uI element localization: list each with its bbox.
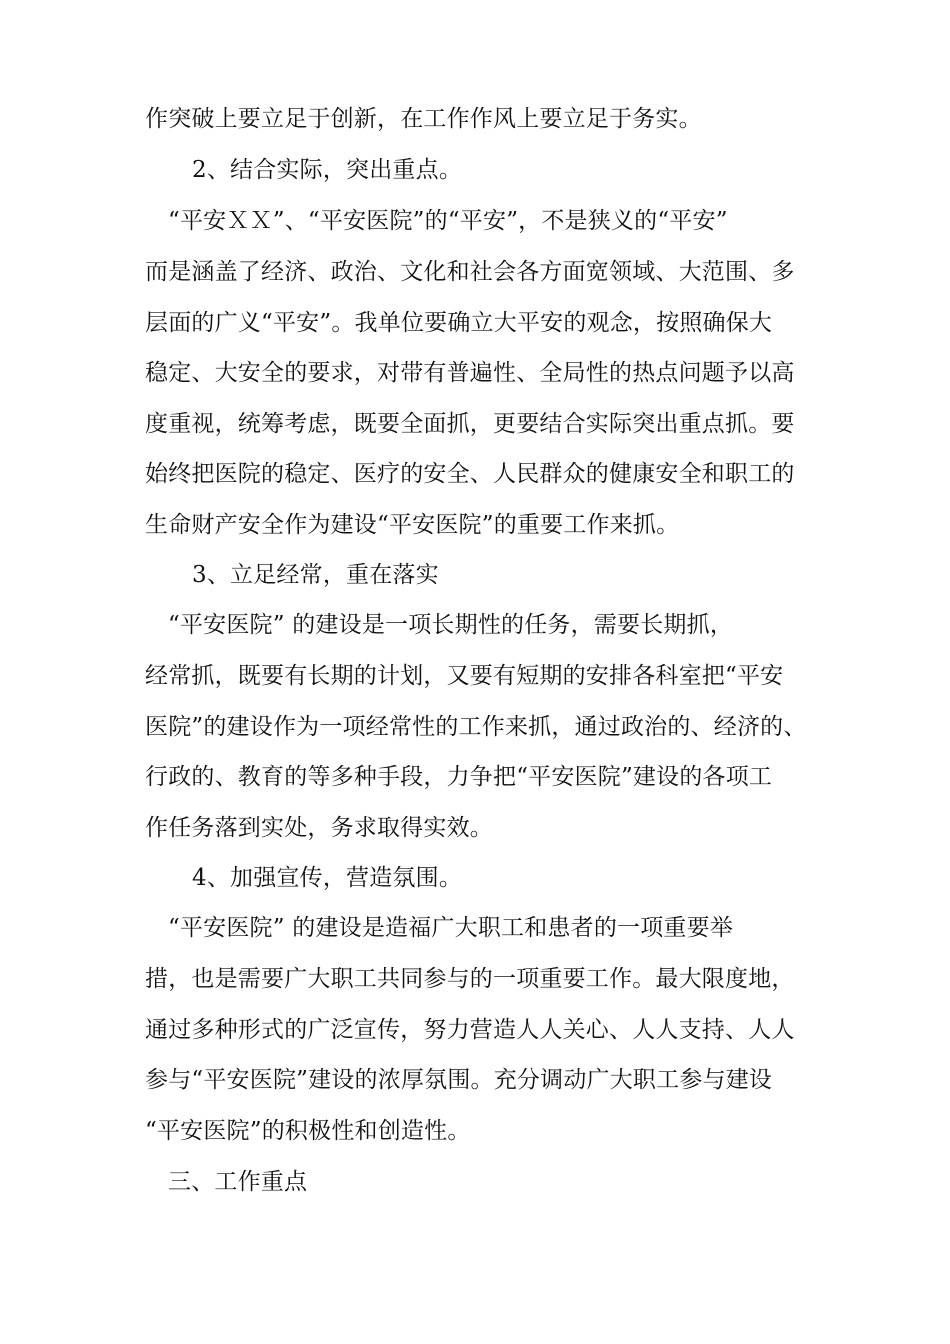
body-text-line: 措，也是需要广大职工共同参与的一项重要工作。最大限度地， <box>145 966 795 992</box>
body-text-line: 生命财产安全作为建设“平安医院”的重要工作来抓。 <box>145 512 680 538</box>
section-heading: 4、加强宣传，营造氛围。 <box>192 865 463 891</box>
body-text-line: 经常抓，既要有长期的计划，又要有短期的安排各科室把“平安 <box>145 663 784 689</box>
body-text-line: 作突破上要立足于创新，在工作作风上要立足于务实。 <box>145 106 702 132</box>
body-text-line: 而是涵盖了经济、政治、文化和社会各方面宽领域、大范围、多 <box>145 259 795 285</box>
section-heading: 2、结合实际，突出重点。 <box>192 157 463 183</box>
body-text-line: 度重视，统筹考虑，既要全面抓，更要结合实际突出重点抓。要 <box>145 411 795 437</box>
body-text-line: 层面的广义“平安”。我单位要确立大平安的观念，按照确保大 <box>145 310 773 336</box>
body-text-line: 作任务落到实处，务求取得实效。 <box>145 815 493 841</box>
paragraph-first-line: “平安ＸＸ”、“平安医院”的“平安”，不是狭义的“平安” <box>168 208 728 234</box>
paragraph-first-line: “平安医院” 的建设是造福广大职工和患者的一项重要举 <box>168 915 734 941</box>
body-text-line: 行政的、教育的等多种手段，力争把“平安医院”建设的各项工 <box>145 764 773 790</box>
body-text-line: 通过多种形式的广泛宣传，努力营造人人关心、人人支持、人人 <box>145 1017 795 1043</box>
body-text-line: 参与“平安医院”建设的浓厚氛围。充分调动广大职工参与建设 <box>145 1067 773 1093</box>
body-text-line: 稳定、大安全的要求，对带有普遍性、全局性的热点问题予以高 <box>145 360 795 386</box>
chapter-heading: 三、工作重点 <box>168 1169 308 1195</box>
paragraph-first-line: “平安医院” 的建设是一项长期性的任务，需要长期抓， <box>168 612 734 638</box>
body-text-line: “平安医院”的积极性和创造性。 <box>145 1118 471 1144</box>
body-text-line: 始终把医院的稳定、医疗的安全、人民群众的健康安全和职工的 <box>145 461 795 487</box>
body-text-line: 医院”的建设作为一项经常性的工作来抓，通过政治的、经济的、 <box>145 714 807 740</box>
section-heading: 3、立足经常，重在落实 <box>192 562 439 588</box>
